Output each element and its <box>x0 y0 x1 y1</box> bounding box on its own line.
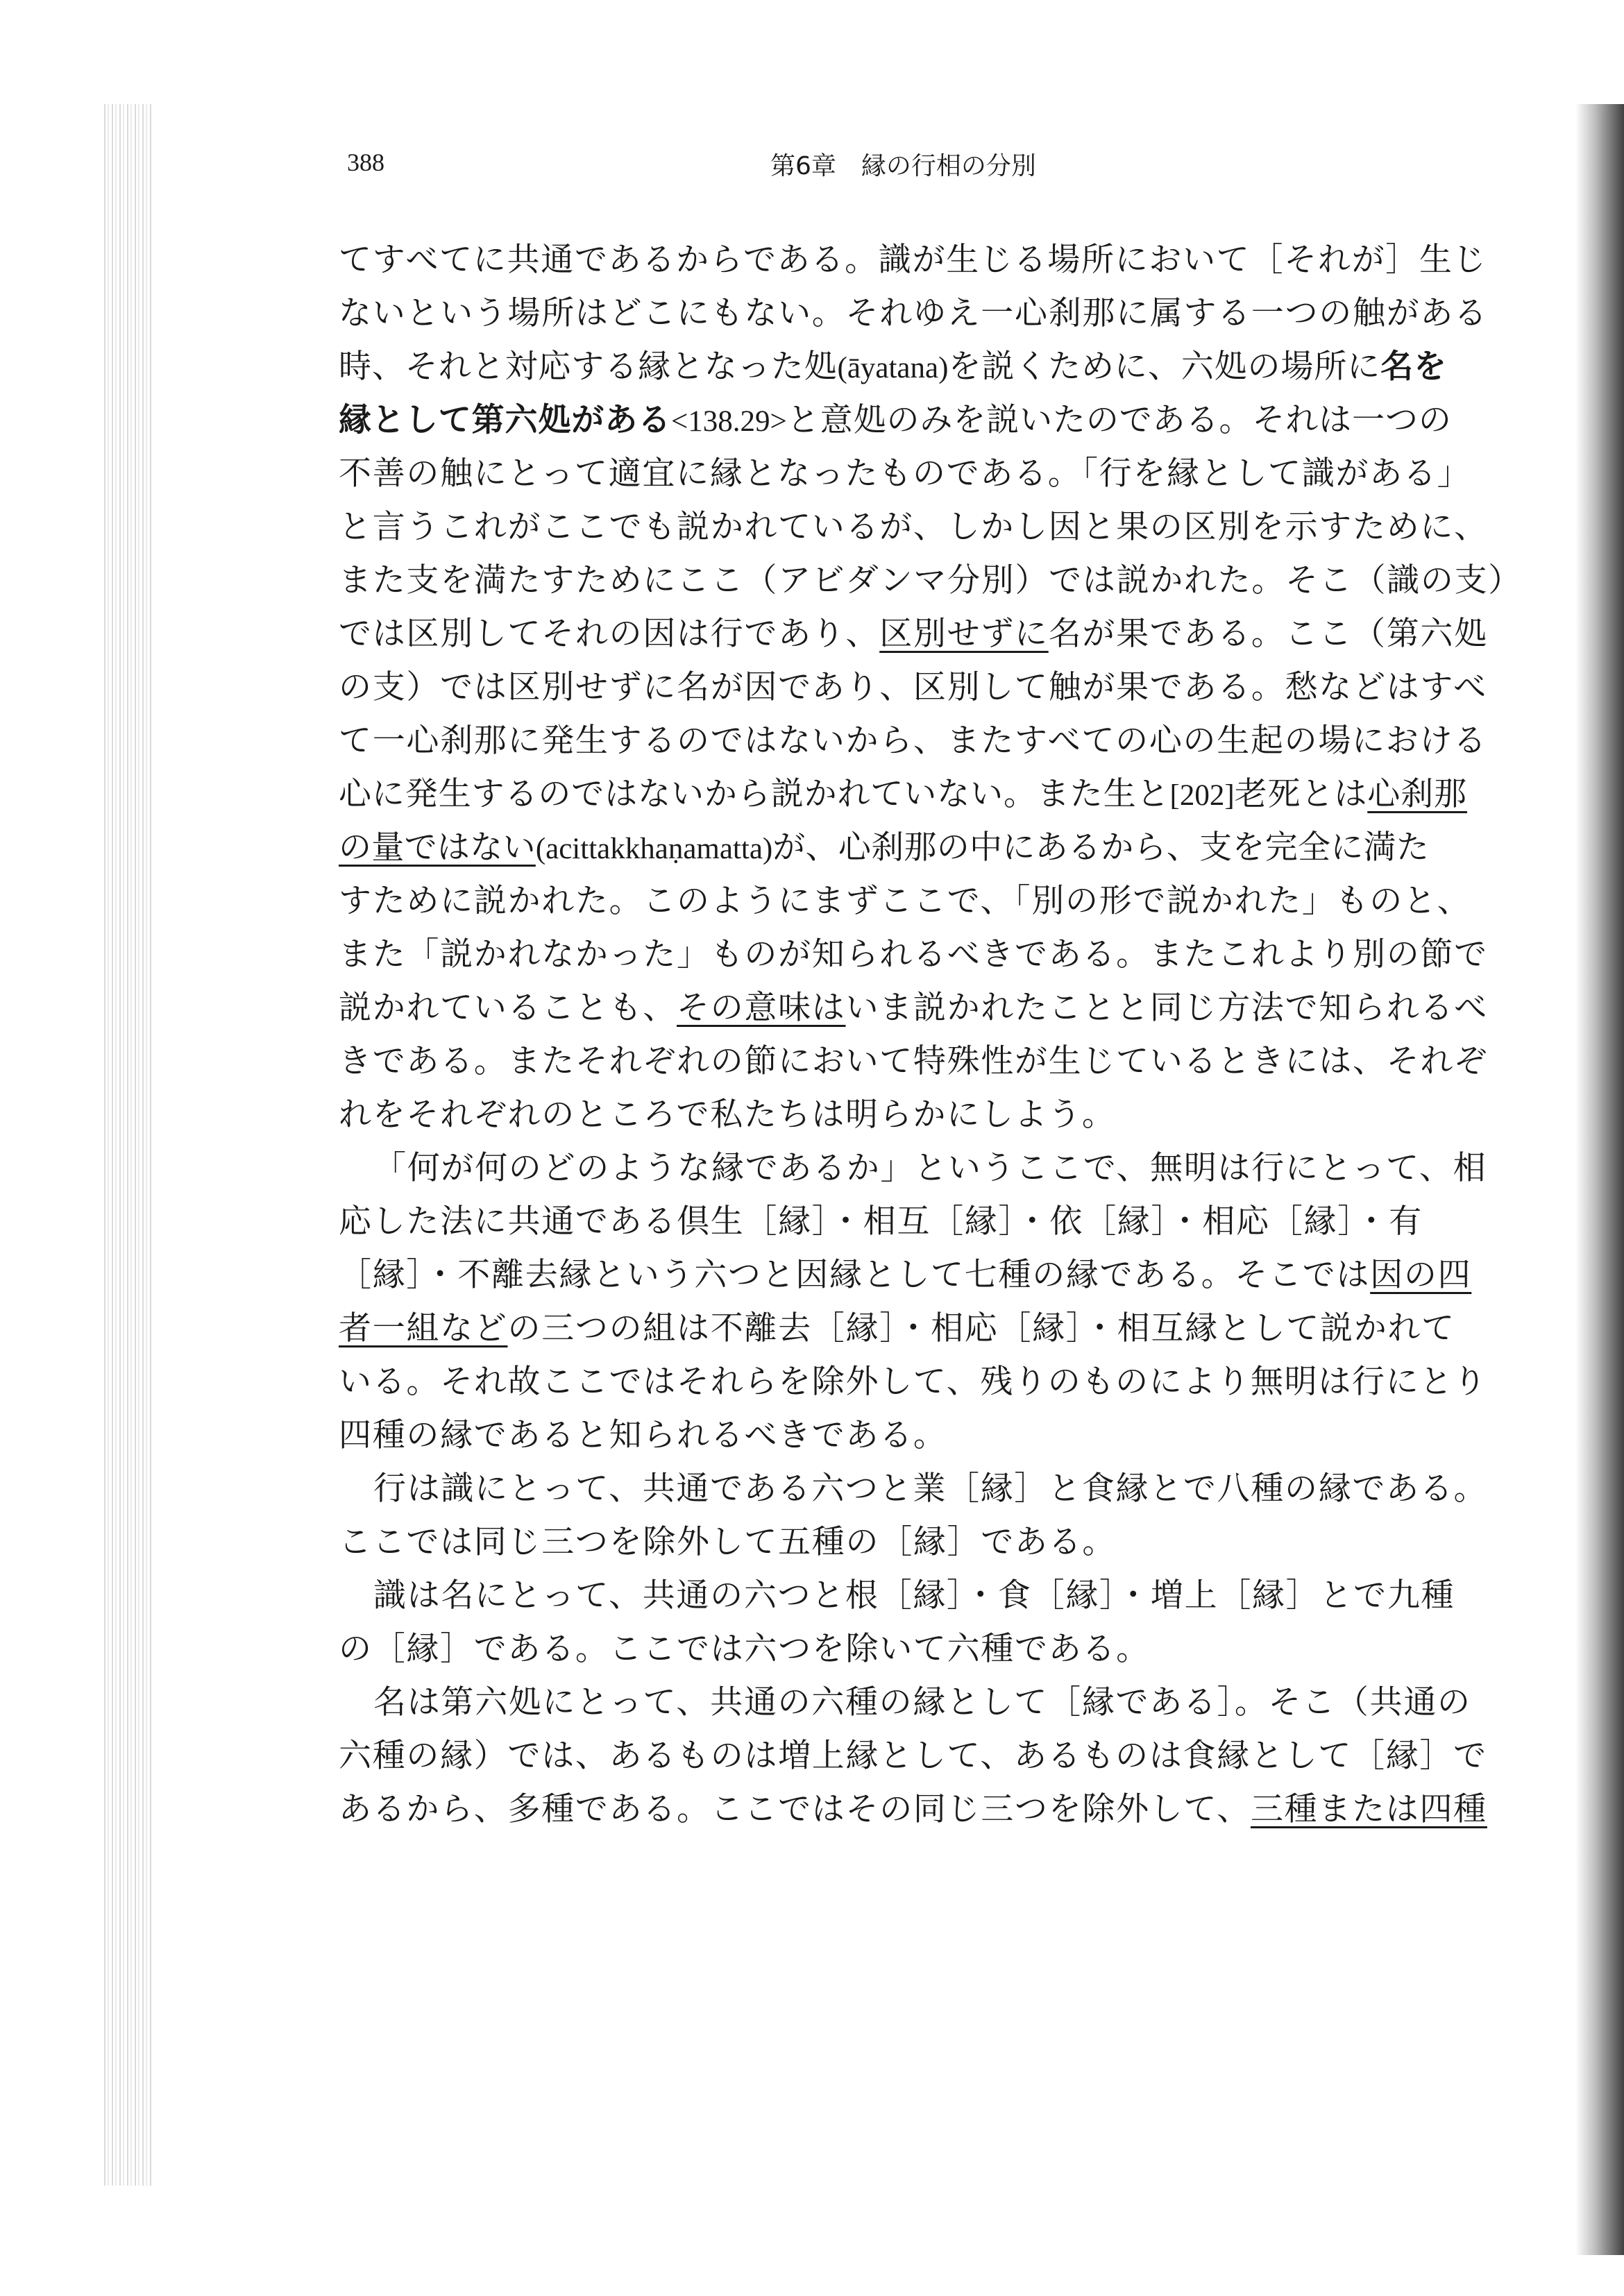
text-line: では区別してそれの因は行であり、区別せずに名が果である。ここ（第六処 <box>339 615 1488 653</box>
text-line: また「説かれなかった」ものが知られるべきである。またこれより別の節で <box>339 935 1488 973</box>
scan-binding-edge <box>104 104 153 2186</box>
text-line: て一心刹那に発生するのではないから、またすべての心の生起の場における <box>339 722 1487 760</box>
text-line: の［縁］である。ここでは六つを除いて六種である。 <box>339 1630 1150 1668</box>
text-line: てすべてに共通であるからである。識が生じる場所において［それが］生じ <box>339 241 1487 279</box>
scan-shadow-edge <box>1575 104 1624 2255</box>
text-line: 識は名にとって、共通の六つと根［縁］・食［縁］・増上［縁］とで九種 <box>373 1576 1455 1615</box>
body-text <box>339 233 1546 1836</box>
text-line: 名は第六処にとって、共通の六種の縁として［縁である］。そこ（共通の <box>373 1683 1471 1721</box>
text-line: 説かれていることも、その意味はいま説かれたことと同じ方法で知られるべ <box>339 989 1488 1027</box>
text-line: あるから、多種である。ここではその同じ三つを除外して、三種または四種 <box>339 1790 1487 1828</box>
text-line: れをそれぞれのところで私たちは明らかにしよう。 <box>339 1096 1116 1134</box>
text-line: 不善の触にとって適宜に縁となったものである。「行を縁として識がある」 <box>339 454 1471 493</box>
text-line: 四種の縁であると知られるべきである。 <box>339 1416 947 1454</box>
text-line: 六種の縁）では、あるものは増上縁として、あるものは食縁として［縁］で <box>339 1737 1487 1775</box>
text-line: 者一組などの三つの組は不離去［縁］・相応［縁］・相互縁として説かれて <box>339 1309 1455 1347</box>
page-number: 388 <box>347 148 384 176</box>
text-line: 行は識にとって、共通である六つと業［縁］と食縁とで八種の縁である。 <box>373 1470 1488 1508</box>
text-line: ここでは同じ三つを除外して五種の［縁］である。 <box>339 1523 1117 1561</box>
running-head: 第6章 縁の行相の分別 <box>770 152 1036 180</box>
text-line: 応した法に共通である倶生［縁］・相互［縁］・依［縁］・相応［縁］・有 <box>339 1202 1423 1241</box>
text-line: 「何が何のどのような縁であるか」というここで、無明は行にとって、相 <box>373 1149 1487 1187</box>
text-line: の量ではない(acittakkhaṇamatta)が、心刹那の中にあるから、支を完全に満た <box>339 828 1430 867</box>
text-line: の支）では区別せずに名が因であり、区別して触が果である。愁などはすべ <box>339 668 1487 706</box>
text-line: と言うこれがここでも説かれているが、しかし因と果の区別を示すために、 <box>339 508 1488 546</box>
text-line: 縁として第六処がある<138.29>と意処のみを説いたのである。それは一つの <box>339 401 1452 439</box>
text-line: ［縁］・不離去縁という六つと因縁として七種の縁である。そこでは因の四 <box>339 1256 1472 1294</box>
text-line: いる。それ故ここではそれらを除外して、残りのものにより無明は行にとり <box>339 1363 1487 1401</box>
text-line: また支を満たすためにここ（アビダンマ分別）では説かれた。そこ（識の支） <box>339 561 1522 599</box>
text-line: 時、それと対応する縁となった処(āyatana)を説くために、六処の場所に名を <box>339 348 1447 386</box>
text-line: ないという場所はどこにもない。それゆえ一心刹那に属する一つの触がある <box>339 294 1488 332</box>
text-line: 心に発生するのではないから説かれていない。また生と[202]老死とは心刹那 <box>339 775 1467 813</box>
text-line: すために説かれた。このようにまずここで、「別の形で説かれた」ものと、 <box>339 882 1471 920</box>
text-line: きである。またそれぞれの節において特殊性が生じているときには、それぞ <box>339 1042 1488 1080</box>
